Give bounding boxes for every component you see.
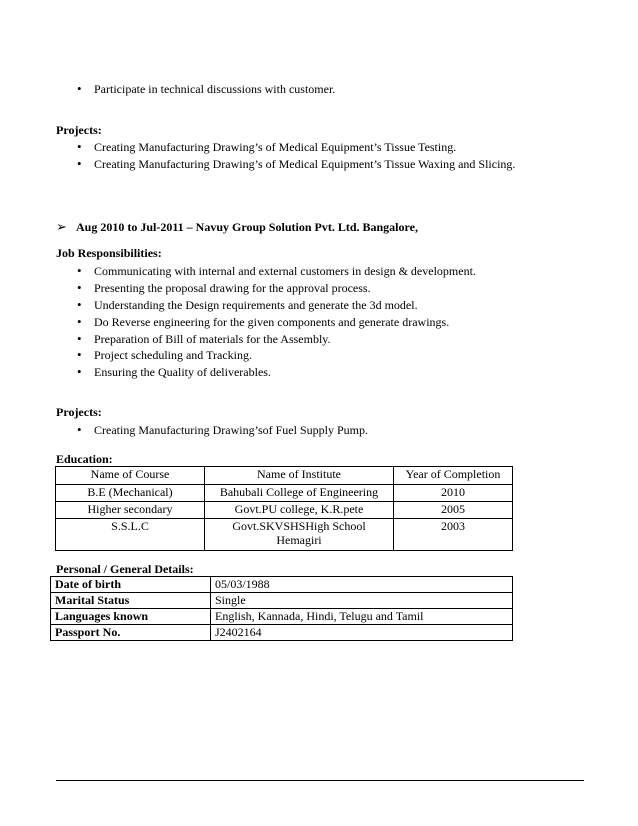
table-header-row xyxy=(56,467,513,485)
institute-line: Govt.SKVSHSHigh School xyxy=(232,519,366,533)
field-value: J2402164 xyxy=(211,625,513,641)
table-cell: 2005 xyxy=(394,502,513,519)
field-label: Passport No. xyxy=(51,625,211,641)
list-item: Presenting the proposal drawing for the approval process. xyxy=(94,281,371,295)
table-row xyxy=(56,485,513,502)
list-item: Understanding the Design requirements and generate the 3d model. xyxy=(94,298,418,312)
table-row xyxy=(51,593,513,609)
projects-heading: Projects: xyxy=(56,405,102,419)
field-value: 05/03/1988 xyxy=(211,577,513,593)
table-cell: 2010 xyxy=(394,485,513,502)
table-cell: B.E (Mechanical) xyxy=(56,485,205,502)
column-header: Year of Completion xyxy=(394,467,513,485)
table-cell: Higher secondary xyxy=(56,502,205,519)
table-row xyxy=(56,502,513,519)
list-item: Project scheduling and Tracking. xyxy=(94,348,252,362)
list-item: Participate in technical discussions with customer. xyxy=(94,82,336,96)
table-row xyxy=(56,519,513,551)
field-value: Single xyxy=(211,593,513,609)
table-row xyxy=(51,625,513,641)
table-cell: Bahubali College of Engineering xyxy=(205,485,394,502)
table-cell: 2003 xyxy=(394,519,513,551)
list-item: Creating Manufacturing Drawing’s of Medical Equipment’s Tissue Waxing and Slicing. xyxy=(94,157,516,171)
bullet-icon: • xyxy=(77,314,82,329)
education-heading: Education: xyxy=(56,452,113,466)
bullet-icon: • xyxy=(77,263,82,278)
bullet-icon: • xyxy=(77,422,82,437)
field-value: English, Kannada, Hindi, Telugu and Tamil xyxy=(211,609,513,625)
bullet-icon: • xyxy=(77,81,82,96)
projects-heading: Projects: xyxy=(56,123,102,137)
field-label: Date of birth xyxy=(51,577,211,593)
bullet-icon: • xyxy=(77,347,82,362)
table-row xyxy=(51,577,513,593)
field-label: Languages known xyxy=(51,609,211,625)
list-item: Creating Manufacturing Drawing’s of Medical Equipment’s Tissue Testing. xyxy=(94,140,457,154)
table-cell: Govt.PU college, K.R.pete xyxy=(205,502,394,519)
arrow-bullet-icon: ➢ xyxy=(56,219,67,234)
bullet-icon: • xyxy=(77,297,82,312)
table-cell xyxy=(205,519,394,551)
table-cell: S.S.L.C xyxy=(56,519,205,551)
list-item: Communicating with internal and external customers in design & development. xyxy=(94,264,476,278)
list-item: Creating Manufacturing Drawing’sof Fuel Supply Pump. xyxy=(94,423,368,437)
bullet-icon: • xyxy=(77,156,82,171)
list-item: Preparation of Bill of materials for the Assembly. xyxy=(94,332,331,346)
responsibilities-heading: Job Responsibilities: xyxy=(56,246,162,260)
bullet-icon: • xyxy=(77,139,82,154)
list-item: Do Reverse engineering for the given components and generate drawings. xyxy=(94,315,450,329)
personal-table xyxy=(50,576,513,641)
list-item: Ensuring the Quality of deliverables. xyxy=(94,365,271,379)
bullet-icon: • xyxy=(77,331,82,346)
table-row xyxy=(51,609,513,625)
job-title: Aug 2010 to Jul-2011 – Navuy Group Solution Pvt. Ltd. Bangalore, xyxy=(76,220,418,234)
column-header: Name of Course xyxy=(56,467,205,485)
footer-divider xyxy=(56,780,584,781)
personal-heading: Personal / General Details: xyxy=(56,562,194,576)
bullet-icon: • xyxy=(77,280,82,295)
institute-line: Hemagiri xyxy=(276,533,322,547)
bullet-icon: • xyxy=(77,364,82,379)
column-header: Name of Institute xyxy=(205,467,394,485)
education-table xyxy=(55,466,513,551)
field-label: Marital Status xyxy=(51,593,211,609)
